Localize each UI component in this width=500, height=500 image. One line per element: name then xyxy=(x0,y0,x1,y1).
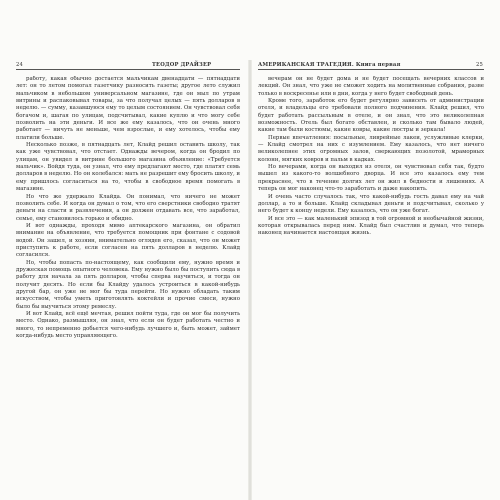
left-paragraph: Но, чтобы попасть по-настоящему, как сообщили ему, нужно время и дружеская помощь опытного человека. Ему нужно было бы поступить сюда в работу для начала за пять долларов, чтобы сперва научиться, и тогда он получит десять. Но если бы Клайду удалось устроиться в какой-нибудь другой бар, он уже не мог бы туда перейти. Но нужно обладать таким искусством, чтобы уметь приготовлять коктейли и прочие смеси, нужно было бы выучиться этому ремеслу. xyxy=(16,259,240,310)
right-running-title: АМЕРИКАНСКАЯ ТРАГЕДИЯ. Книга первая xyxy=(258,62,401,68)
right-page-number: 25 xyxy=(476,62,484,68)
left-paragraph: Несколько позже, в пятнадцать лет, Клайд решил оставить школу, так как уже чувствовал, что отстает. Однажды вечером, когда он бродил по улицам, он увидел в витрине большого магазина объявление: «Требуется мальчик». Войдя туда, он узнал, что ему предлагают место, где платят семь долларов в неделю. Но он колебался: мать не разрешит ему бросить школу, и ему пришлось согласиться на то, чтобы в свободное время помогать в магазине. xyxy=(16,142,240,193)
right-paragraph: И очень часто случалось так, что какой-нибудь гость давал ему на чай доллар, а то и больше. Клайд складывал деньги и подсчитывал, сколько у него будет к концу недели. Ему казалось, что он уже богат. xyxy=(258,193,484,215)
left-page-number: 24 xyxy=(16,62,24,68)
right-paragraph: Но вечерами, когда он выходил из отеля, он чувствовал себя так, будто вышел из какого-то волшебного дворца. И все это казалось ему тем прекраснее, что в течение долгих лет он жил в бедности и лишениях. А теперь он мог наконец что-то заработать и даже накопить. xyxy=(258,164,484,193)
right-header-rule xyxy=(258,69,484,70)
right-paragraph: Кроме того, заработок его будет регулярно зависеть от администрации отеля, и владельцы его требовали полного подчинения. Клайд решил, что будет работать рассыльным в отеле, и он знал, что это великолепная возможность. Отель был богато обставлен, и сколько там бывало людей, какие там были костюмы, какие ковры, какие люстры и зеркала! xyxy=(258,98,484,134)
book-gutter xyxy=(248,60,252,500)
left-paragraph: И вот однажды, проходя мимо аптекарского магазина, он обратил внимание на объявление, что требуется помощник при фонтане с содовой водой. Он зашел, и хозяин, внимательно оглядев его, сказал, что он может приступить к работе, если согласен на пять долларов в неделю. Клайд согласился. xyxy=(16,222,240,259)
right-paragraph: Первые впечатления: посыльные, ливрейные лакеи, услужливые клерки, — Клайд смотрел на них с изумлением. Ему казалось, что нет ничего великолепнее этих огромных залов, сверкающих позолотой, мраморных колонн, мягких ковров и пальм в кадках. xyxy=(258,134,484,163)
left-paragraph: И вот Клайд, всё ещё мечтая, решил пойти туда, где он мог бы получить место. Однако, размышляя, он знал, что если он будет работать честно и много, то непременно добьется чего-нибудь лучшего и, быть может, займет когда-нибудь место управляющего. xyxy=(16,311,240,340)
left-page-body xyxy=(16,76,240,492)
right-paragraph: И все это — как маленький эпизод в той огромной и необычайной жизни, которая открывалась перед ним. Клайд был счастлив и думал, что теперь наконец начинается настоящая жизнь. xyxy=(258,215,484,237)
left-header-rule xyxy=(16,69,240,70)
right-page-body xyxy=(258,76,484,492)
left-paragraph: Но что же удержало Клайда. Он понимал, что ничего не может позволить себе. И когда он думал о том, что его сверстники свободно тратят деньги на сласти и развлечения, а он должен отдавать все, что заработал, семье, ему становилось горько и обидно. xyxy=(16,193,240,222)
left-running-title: ТЕОДОР ДРАЙЗЕР xyxy=(152,62,212,68)
right-paragraph: вечерам он не будет дома и не будет посещать вечерних классов и лекций. Он знал, что уже не сможет ходить на молитвенные собрания, разве только в воскресенье или в дни, когда у него будет свободный день. xyxy=(258,76,484,97)
left-paragraph: работу, какая обычно достается мальчикам двенадцати — пятнадцати лет: он то летом помогал газетчику разносить газеты; другое лето служил мальчиком в небольшом универсальном магазине, где он мыл по утрам витрины и распаковывал товары, за что получал целых — пять долларов в неделю. — сумму, казавшуюся ему то целым состоянием. Он чувствовал себя богачом и, шагая по улицам, подсчитывал, какие куплю и что могу себе позволить на эти деньги. И все же ему казалось, что он очень много работает — ничуть не меньше, чем взрослые, и ему хотелось, чтобы ему платили больше. xyxy=(16,76,240,141)
